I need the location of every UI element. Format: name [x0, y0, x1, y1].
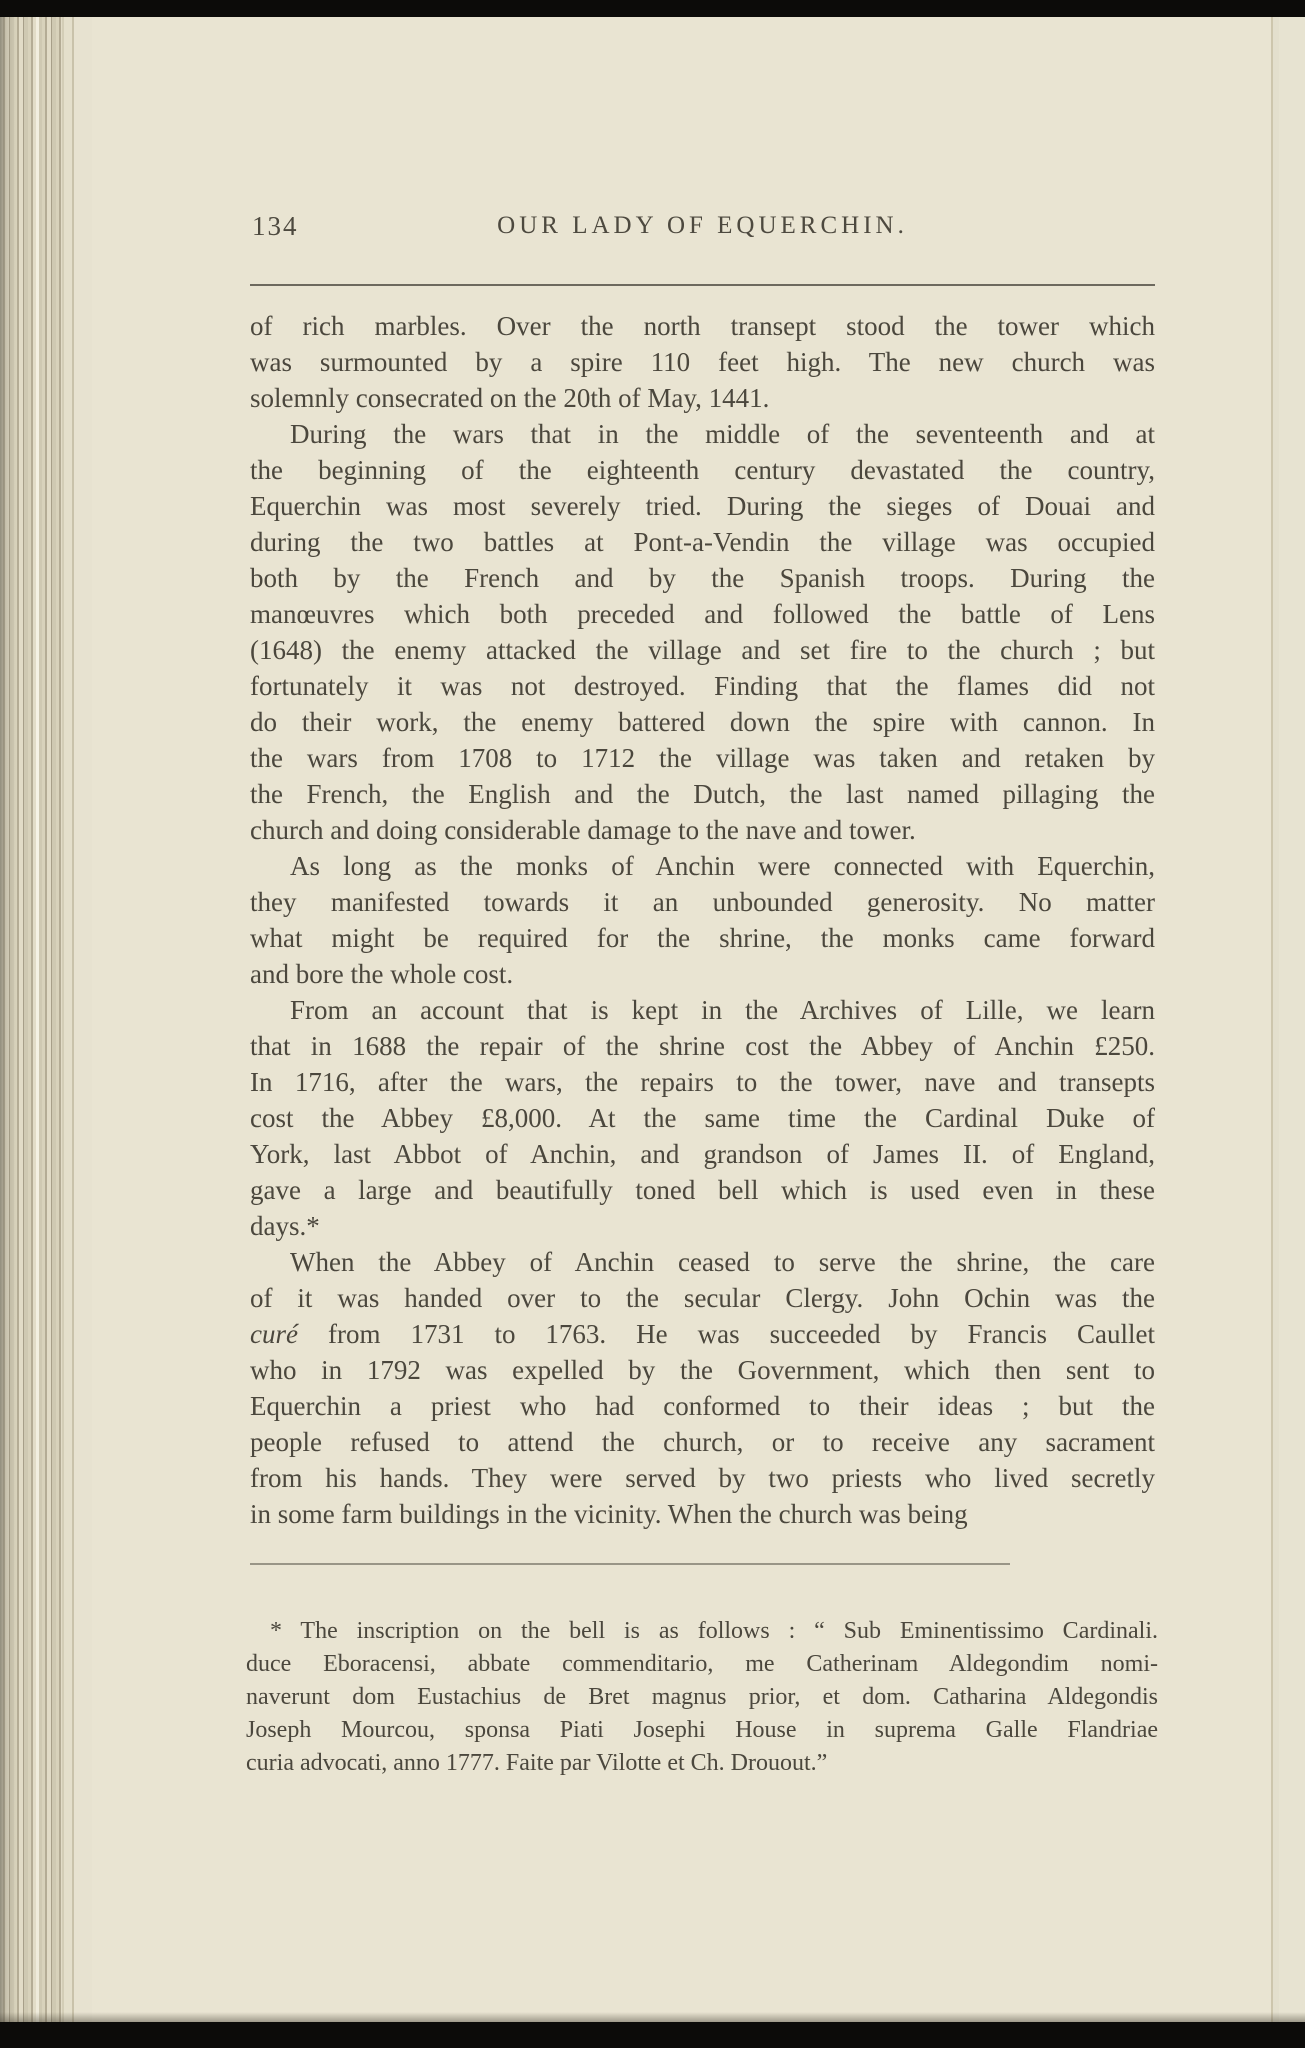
page-edge-fade: [62, 17, 92, 2022]
text-line: church and doing considerable damage to the nave and tower.: [250, 815, 916, 845]
text-line: gave a large and beautifully toned bell which is used even in these: [250, 1175, 1155, 1205]
main-text: [250, 308, 1155, 1532]
text-line: cost the Abbey £8,000. At the same time the Cardinal Duke of: [250, 1103, 1155, 1133]
text-line: of it was handed over to the secular Clergy. John Ochin was the: [250, 1283, 1155, 1313]
footnote-line: curia advocati, anno 1777. Faite par Vilotte et Ch. Drouout.”: [246, 1750, 828, 1776]
text-line: do their work, the enemy battered down the spire with cannon. In: [250, 707, 1155, 737]
text-line: fortunately it was not destroyed. Finding that the flames did not: [250, 671, 1155, 701]
bottom-shadow: [0, 2012, 1305, 2022]
text-line: from his hands. They were served by two priests who lived secretly: [250, 1463, 1155, 1493]
footnote: [246, 1615, 1158, 1780]
bottom-border: [0, 2022, 1305, 2048]
text-line: and bore the whole cost.: [250, 959, 514, 989]
text-line: the beginning of the eighteenth century devastated the country,: [250, 455, 1155, 485]
text-line: curé from 1731 to 1763. He was succeeded by Francis Caullet: [250, 1319, 1155, 1349]
text-line: in some farm buildings in the vicinity. When the church was being: [250, 1499, 968, 1529]
top-border: [0, 0, 1305, 17]
paragraph: [250, 848, 1155, 992]
paragraph: [250, 416, 1155, 848]
text-line: From an account that is kept in the Archives of Lille, we learn: [290, 995, 1155, 1025]
footnote-line: naverunt dom Eustachius de Bret magnus prior, et dom. Catharina Aldegondis: [246, 1684, 1158, 1710]
footnote-line: * The inscription on the bell is as follows : “ Sub Eminentissimo Cardinali.: [270, 1618, 1158, 1644]
footnote-line: duce Eboracensi, abbate commenditario, me Catherinam Aldegondim nomi-: [246, 1651, 1158, 1677]
text-line: people refused to attend the church, or to receive any sacrament: [250, 1427, 1155, 1457]
text-line: both by the French and by the Spanish troops. During the: [250, 563, 1155, 593]
text-line: York, last Abbot of Anchin, and grandson of James II. of England,: [250, 1139, 1155, 1169]
text-line: Equerchin a priest who had conformed to their ideas ; but the: [250, 1391, 1155, 1421]
text-line: they manifested towards it an unbounded generosity. No matter: [250, 887, 1155, 917]
page-number: 134: [252, 211, 299, 241]
text-line: of rich marbles. Over the north transept stood the tower which: [250, 311, 1155, 341]
paragraph: [250, 992, 1155, 1244]
text-line: the wars from 1708 to 1712 the village was taken and retaken by: [250, 743, 1155, 773]
paragraph: [250, 308, 1155, 416]
paragraph: [250, 1244, 1155, 1532]
text-line: solemnly consecrated on the 20th of May, 1441.: [250, 383, 770, 413]
page-fore-edge: [1271, 17, 1305, 2022]
header-rule: [250, 284, 1155, 286]
text-line: When the Abbey of Anchin ceased to serve the shrine, the care: [290, 1247, 1155, 1277]
page-edge-highlight: [36, 17, 39, 2022]
footnote-line: Joseph Mourcou, sponsa Piati Josephi House in suprema Galle Flandriae: [246, 1717, 1158, 1743]
text-line: was surmounted by a spire 110 feet high. The new church was: [250, 347, 1155, 377]
text-line: that in 1688 the repair of the shrine cost the Abbey of Anchin £250.: [250, 1031, 1155, 1061]
text-line: During the wars that in the middle of the seventeenth and at: [290, 419, 1155, 449]
text-line: manœuvres which both preceded and followed the battle of Lens: [250, 599, 1155, 629]
text-line: who in 1792 was expelled by the Government, which then sent to: [250, 1355, 1155, 1385]
text-line: the French, the English and the Dutch, the last named pillaging the: [250, 779, 1155, 809]
text-line: Equerchin was most severely tried. During the sieges of Douai and: [250, 491, 1155, 521]
text-line: As long as the monks of Anchin were connected with Equerchin,: [290, 851, 1155, 881]
text-line: In 1716, after the wars, the repairs to the tower, nave and transepts: [250, 1067, 1155, 1097]
running-head: OUR LADY OF EQUERCHIN.: [497, 212, 908, 239]
text-line: what might be required for the shrine, the monks came forward: [250, 923, 1155, 953]
text-line: days.*: [250, 1211, 320, 1241]
text-line: during the two battles at Pont-a-Vendin the village was occupied: [250, 527, 1155, 557]
footnote-separator: [250, 1563, 1010, 1565]
text-line: (1648) the enemy attacked the village and set fire to the church ; but: [250, 635, 1155, 665]
